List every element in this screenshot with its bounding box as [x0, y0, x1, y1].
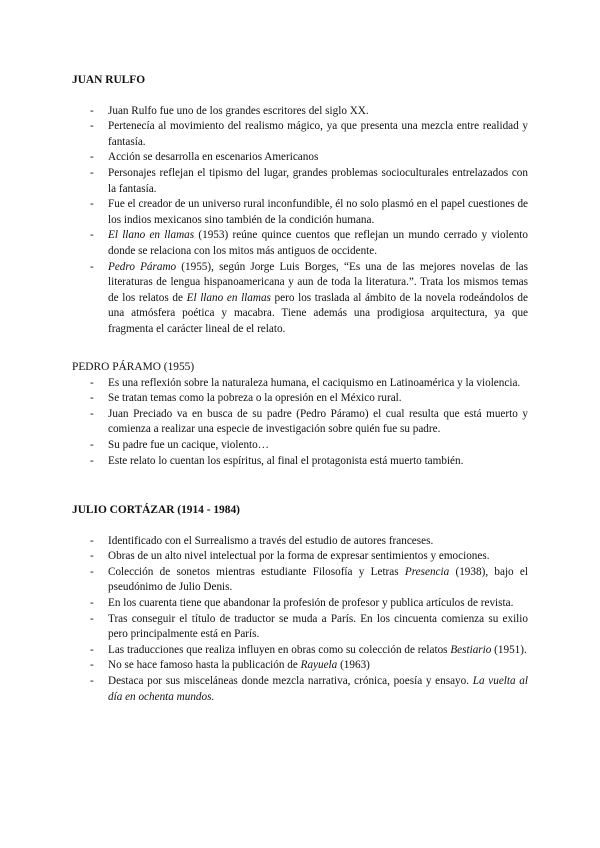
bullet-dash: - — [90, 534, 94, 547]
section-juan-rulfo — [72, 73, 528, 338]
bullet-dash: - — [90, 198, 94, 211]
bullet-dash: - — [90, 659, 94, 672]
list-item: - Juan Preciado va en busca de su padre (Pedro Páramo) el cual resulta que está muerto y comienza a realizar una especie de investigación sobre quién fue su padre. — [90, 407, 528, 436]
list-item: - Es una reflexión sobre la naturaleza humana, el caciquismo en Latinoamérica y la violencia. — [72, 376, 528, 392]
book-title: Presencia — [404, 565, 450, 578]
book-title: Pedro Páramo — [108, 260, 177, 273]
list-item: - Las traducciones que realiza influyen en obras como su colección de relatos Bestiario (1951). — [72, 643, 528, 659]
list-item: - El llano en llamas (1953) reúne quince cuentos que reflejan un mundo cerrado y violento donde se relaciona con los mitos más antiguos de occidente. — [90, 229, 528, 257]
list-item: - Personajes reflejan el tipismo del lugar, grandes problemas socioculturales entrelazados con la fantasía. — [90, 166, 528, 195]
list-item: - Tras conseguir el título de traductor se muda a París. En los cincuenta comienza su exilio pero principalmente está en París. — [90, 612, 528, 641]
section-heading: PEDRO PÁRAMO (1955) — [72, 361, 195, 373]
book-title: Rayuela — [300, 659, 338, 672]
list-item: - Acción se desarrolla en escenarios Americanos — [72, 150, 528, 166]
list-item: - Identificado con el Surrealismo a través del estudio de autores franceses. — [72, 534, 528, 550]
list-item: - Juan Rulfo fue uno de los grandes escritores del siglo XX. — [72, 104, 528, 120]
bullet-dash: - — [90, 229, 94, 242]
bullet-dash: - — [90, 407, 94, 420]
bullet-dash: - — [90, 392, 94, 405]
list-item: - No se hace famoso hasta la publicación de Rayuela (1963) — [72, 658, 528, 674]
bullet-dash: - — [90, 550, 94, 563]
bullet-dash: - — [90, 376, 94, 389]
list-item: - Pertenecía al movimiento del realismo mágico, ya que presenta una mezcla entre realidad y fantasía. — [90, 120, 528, 148]
bullet-list — [72, 534, 528, 706]
list-item: - Obras de un alto nivel intelectual por la forma de expresar sentimientos y emociones. — [72, 549, 528, 565]
list-item: - Pedro Páramo (1955), según Jorge Luis Borges, “Es una de las mejores novelas de las literaturas de lengua hispanoamericana y aun de toda la literatura.”. Trata los mismos temas de los relatos de El llano en llamas pero los traslada al ámbito de la novela rodeándolos de una atmósfera poética y macabra. Tiene además una prodigiosa arquitectura, ya que fragmenta el carácter lineal de el relato. — [90, 260, 528, 335]
bullet-dash: - — [90, 454, 94, 467]
bullet-dash: - — [90, 674, 94, 687]
list-item: - Su padre fue un cacique, violento… — [72, 438, 528, 454]
section-pedro-paramo — [72, 360, 528, 469]
section-heading: JULIO CORTÁZAR (1914 - 1984) — [72, 504, 240, 516]
list-item: - Destaca por sus misceláneas donde mezcla narrativa, crónica, poesía y ensayo. La vuelta al día en ochenta mundos. — [90, 674, 528, 703]
bullet-dash: - — [90, 166, 94, 179]
list-item: - Colección de sonetos mientras estudiante Filosofía y Letras Presencia (1938), bajo el pseudónimo de Julio Denis. — [90, 565, 528, 594]
list-item: - Este relato lo cuentan los espíritus, al final el protagonista está muerto también. — [72, 454, 528, 470]
book-title: La vuelta al día en ochenta mundos. — [108, 674, 528, 703]
bullet-dash: - — [90, 260, 94, 273]
bullet-dash: - — [90, 565, 94, 578]
bullet-dash: - — [90, 438, 94, 451]
bullet-dash: - — [90, 104, 94, 117]
bullet-dash: - — [90, 643, 94, 656]
section-heading: JUAN RULFO — [72, 74, 146, 86]
bullet-dash: - — [90, 151, 94, 164]
section-julio-cortazar — [72, 503, 528, 705]
bullet-list — [72, 376, 528, 470]
book-title: Bestiario — [450, 643, 492, 656]
list-item: - Fue el creador de un universo rural inconfundible, él no solo plasmó en el papel cuestiones de los indios mexicanos sino también de la condición humana. — [90, 198, 528, 226]
list-item: - Se tratan temas como la pobreza o la opresión en el México rural. — [72, 391, 528, 407]
book-title: El llano en llamas — [186, 291, 271, 304]
bullet-list — [72, 104, 528, 338]
bullet-dash: - — [90, 596, 94, 609]
bullet-dash: - — [90, 120, 94, 133]
list-item: - En los cuarenta tiene que abandonar la profesión de profesor y publica artículos de revista. — [72, 596, 528, 612]
bullet-dash: - — [90, 612, 94, 625]
book-title: El llano en llamas — [108, 229, 195, 242]
